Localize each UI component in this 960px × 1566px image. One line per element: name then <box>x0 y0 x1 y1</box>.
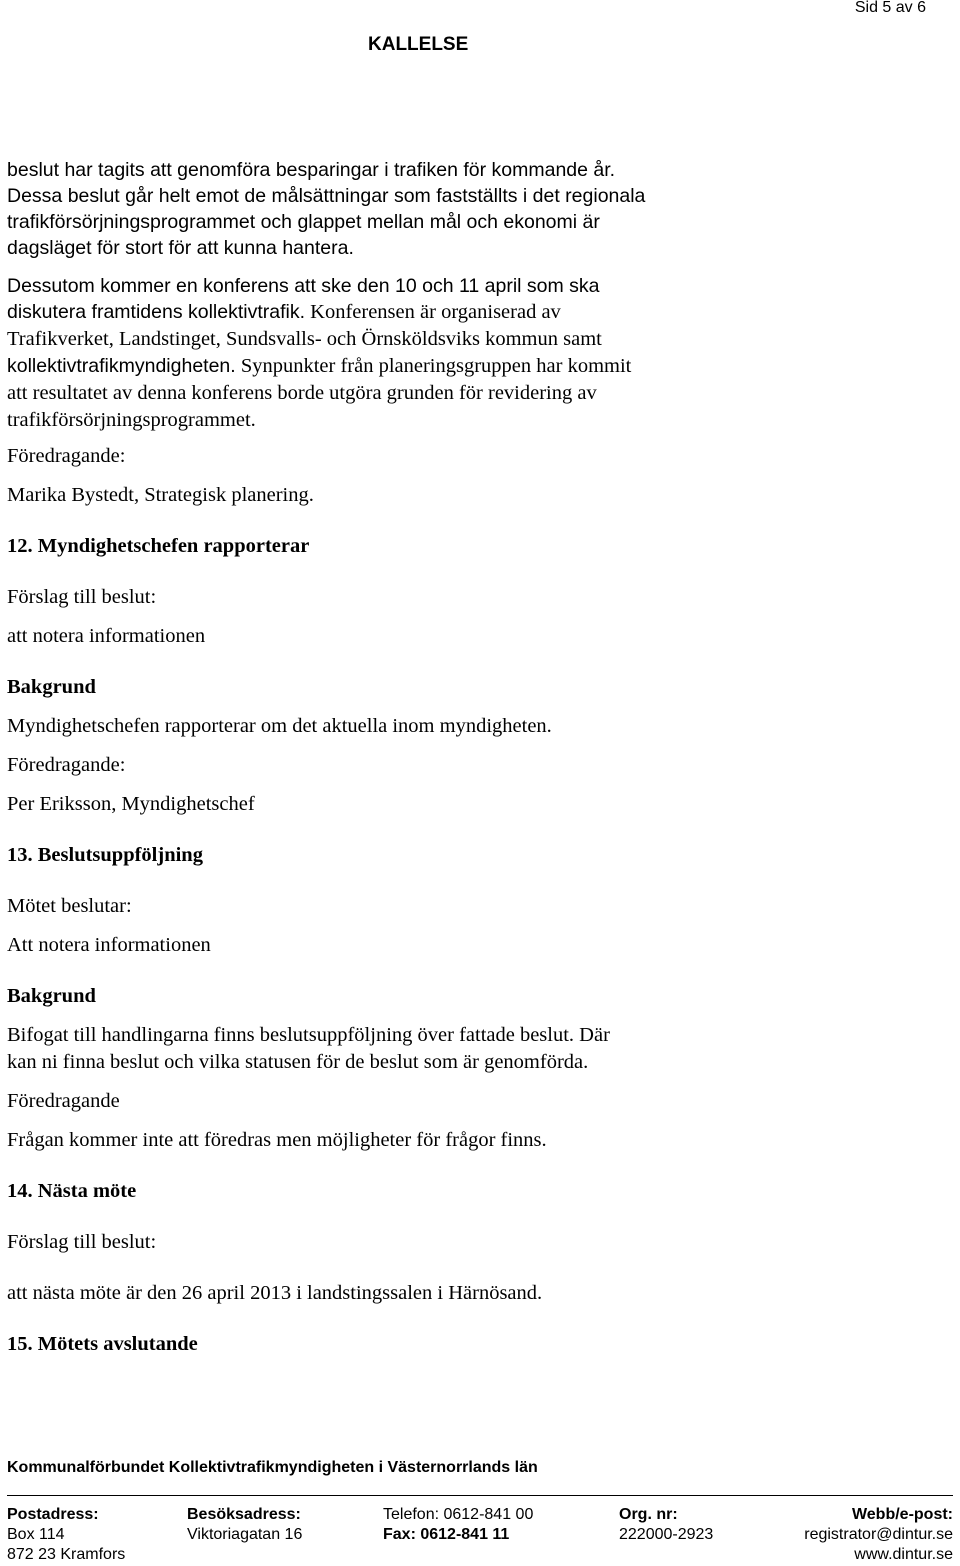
footer-phone-column <box>383 1505 619 1565</box>
postal-label: Postadress: <box>7 1506 99 1523</box>
text-fragment: diskutera framtidens kollektivtrafik. <box>7 301 306 323</box>
document-title: KALLELSE <box>368 34 469 55</box>
presenter-text: Frågan kommer inte att föredras men möjligheter för frågor finns. <box>7 1129 547 1151</box>
agenda-item-12-heading: 12. Myndighetschefen rapporterar <box>7 535 310 557</box>
org-number-label: Org. nr: <box>619 1506 678 1523</box>
text-line <box>7 353 947 380</box>
footer-org-column <box>619 1505 789 1565</box>
page-number: Sid 5 av 6 <box>854 0 926 16</box>
proposal-text: att nästa möte är den 26 april 2013 i landstingssalen i Härnösand. <box>7 1282 543 1304</box>
web-address: www.dintur.se <box>854 1546 953 1563</box>
footer-web-column <box>789 1505 953 1565</box>
proposal-text: att notera informationen <box>7 625 206 647</box>
text-line: Trafikverket, Landstinget, Sundsvalls- och Örnsköldsviks kommun samt <box>7 328 602 350</box>
text-line <box>7 299 947 326</box>
footer-organization: Kommunalförbundet Kollektivtrafikmyndigheten i Västernorrlands län <box>7 1459 538 1476</box>
visit-line: Viktoriagatan 16 <box>187 1526 303 1543</box>
presenter-label: Föredragande: <box>7 754 126 776</box>
web-label: Webb/e-post: <box>851 1506 953 1523</box>
text-fragment: Synpunkter från planeringsgruppen har kommit <box>240 355 632 377</box>
postal-line: Box 114 <box>7 1526 65 1543</box>
agenda-item-15-heading: 15. Mötets avslutande <box>7 1333 198 1355</box>
text-fragment: kollektivtrafikmyndigheten. <box>7 355 236 377</box>
background-label: Bakgrund <box>7 676 96 698</box>
intro-paragraph-2 <box>7 273 947 434</box>
text-line: Dessutom kommer en konferens att ske den 10 och 11 april som ska <box>7 275 600 297</box>
footer-postal-column <box>7 1505 187 1565</box>
agenda-item-13-heading: 13. Beslutsuppföljning <box>7 844 203 866</box>
presenter-label: Föredragande: <box>7 445 126 467</box>
visit-label: Besöksadress: <box>187 1506 301 1523</box>
fax-number: Fax: 0612-841 11 <box>383 1526 510 1543</box>
text-line: trafikförsörjningsprogrammet och glappet mellan mål och ekonomi är <box>7 211 600 233</box>
intro-paragraph-1 <box>7 157 947 261</box>
postal-line: 872 23 Kramfors <box>7 1546 126 1563</box>
presenter-name: Per Eriksson, Myndighetschef <box>7 793 255 815</box>
footer-contact-info <box>7 1505 953 1565</box>
text-line: kan ni finna beslut och vilka statusen för de beslut som är genomförda. <box>7 1051 589 1073</box>
proposal-label: Förslag till beslut: <box>7 1231 157 1253</box>
org-number: 222000-2923 <box>619 1526 714 1543</box>
text-line: att resultatet av denna konferens borde utgöra grunden för revidering av <box>7 382 597 404</box>
background-text: Myndighetschefen rapporterar om det aktuella inom myndigheten. <box>7 715 552 737</box>
text-line: Dessa beslut går helt emot de målsättningar som fastställts i det regionala <box>7 185 646 207</box>
text-line: dagsläget för stort för att kunna hantera. <box>7 237 354 259</box>
email-address: registrator@dintur.se <box>804 1526 953 1543</box>
text-fragment: Konferensen är organiserad av <box>310 301 561 323</box>
phone-number: Telefon: 0612-841 00 <box>383 1506 534 1523</box>
presenter-label: Föredragande <box>7 1090 120 1112</box>
proposal-label: Förslag till beslut: <box>7 586 157 608</box>
footer-divider <box>7 1495 953 1496</box>
text-line: Bifogat till handlingarna finns beslutsuppföljning över fattade beslut. Där <box>7 1024 610 1046</box>
footer-visit-column <box>187 1505 383 1565</box>
decision-label: Mötet beslutar: <box>7 895 132 917</box>
text-line: trafikförsörjningsprogrammet. <box>7 409 256 431</box>
text-line: beslut har tagits att genomföra besparingar i trafiken för kommande år. <box>7 159 616 181</box>
background-label: Bakgrund <box>7 985 96 1007</box>
decision-text: Att notera informationen <box>7 934 211 956</box>
presenter-name: Marika Bystedt, Strategisk planering. <box>7 484 314 506</box>
document-body <box>7 157 947 1358</box>
agenda-item-14-heading: 14. Nästa möte <box>7 1180 137 1202</box>
